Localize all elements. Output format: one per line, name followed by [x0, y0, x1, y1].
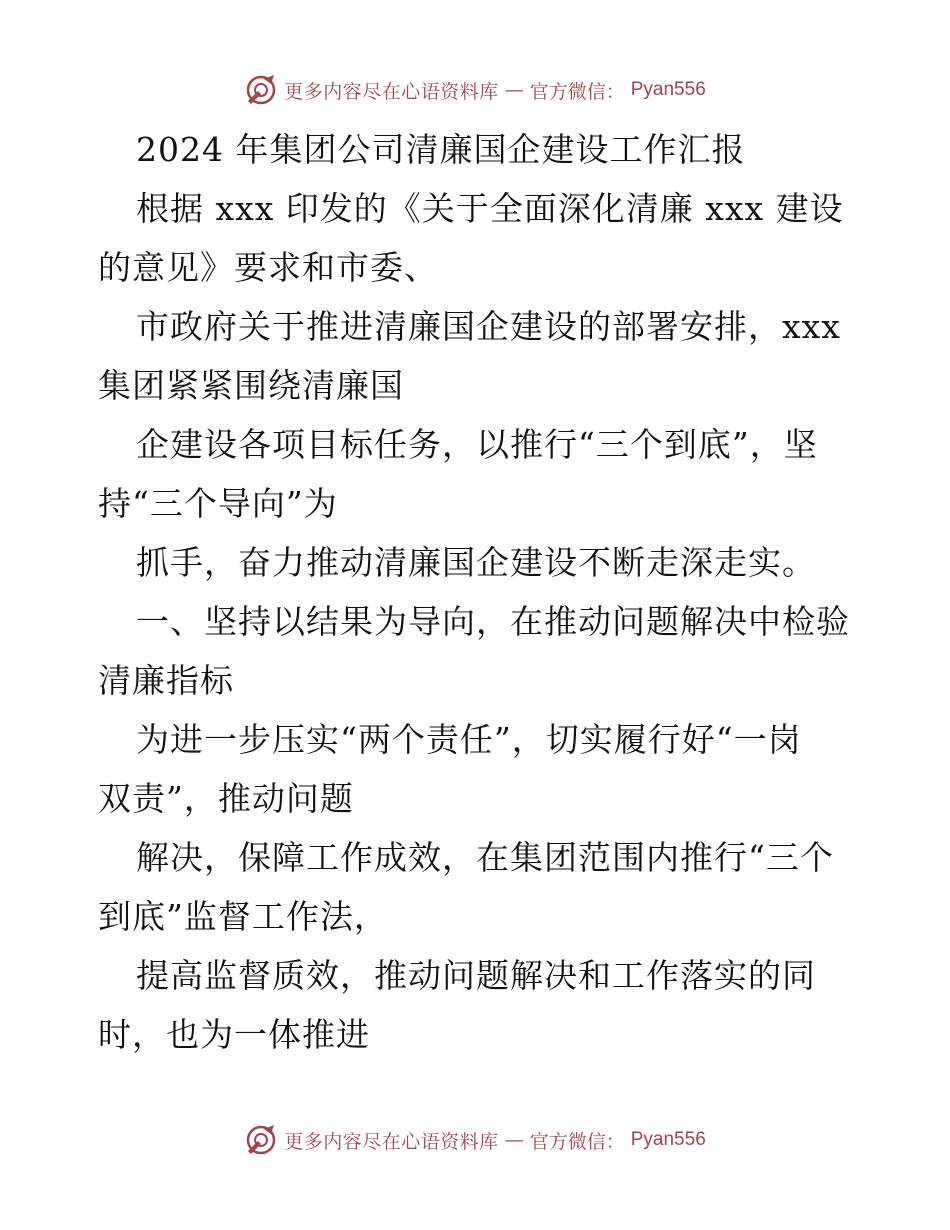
- body-line: 根据 xxx 印发的《关于全面深化清廉 xxx 建设: [136, 189, 844, 228]
- body-line: 市政府关于推进清廉国企建设的部署安排，xxx: [136, 307, 841, 346]
- body-line: 时，也为一体推进: [98, 1015, 370, 1054]
- pen-logo-icon: [244, 1123, 278, 1157]
- section-heading: 一、坚持以结果为导向，在推动问题解决中检验: [136, 602, 850, 641]
- watermark-separator: —: [504, 79, 524, 101]
- section-heading: 清廉指标: [98, 661, 234, 700]
- body-line: 为进一步压实“两个责任”，切实履行好“一岗: [136, 720, 802, 759]
- watermark-separator: —: [504, 1129, 524, 1151]
- watermark-site-text: 更多内容尽在心语资料库: [284, 80, 499, 103]
- body-line: 抓手，奋力推动清廉国企建设不断走深走实。: [136, 543, 816, 582]
- body-line: 集团紧紧围绕清廉国: [98, 366, 404, 405]
- document-body: [98, 120, 858, 1064]
- watermark-wechat-id: Pyan556: [630, 1129, 706, 1150]
- watermark-wechat-id: Pyan556: [630, 79, 706, 100]
- pen-logo-icon: [244, 73, 278, 107]
- document-title: 2024 年集团公司清廉国企建设工作汇报: [136, 130, 746, 169]
- watermark-wechat-label: 官方微信：: [529, 80, 625, 103]
- body-line: 企建设各项目标任务，以推行“三个到底”，坚: [136, 425, 818, 464]
- body-line: 持“三个导向”为: [98, 484, 338, 523]
- watermark-wechat-label: 官方微信：: [529, 1130, 625, 1153]
- watermark-site-text: 更多内容尽在心语资料库: [284, 1130, 499, 1153]
- footer-watermark: [0, 1120, 950, 1160]
- body-line: 到底”监督工作法，: [98, 897, 388, 936]
- body-line: 双责”，推动问题: [98, 779, 354, 818]
- header-watermark: [0, 70, 950, 110]
- body-line: 提高监督质效，推动问题解决和工作落实的同: [136, 956, 816, 995]
- body-line: 的意见》要求和市委、: [98, 248, 438, 287]
- body-line: 解决，保障工作成效，在集团范围内推行“三个: [136, 838, 834, 877]
